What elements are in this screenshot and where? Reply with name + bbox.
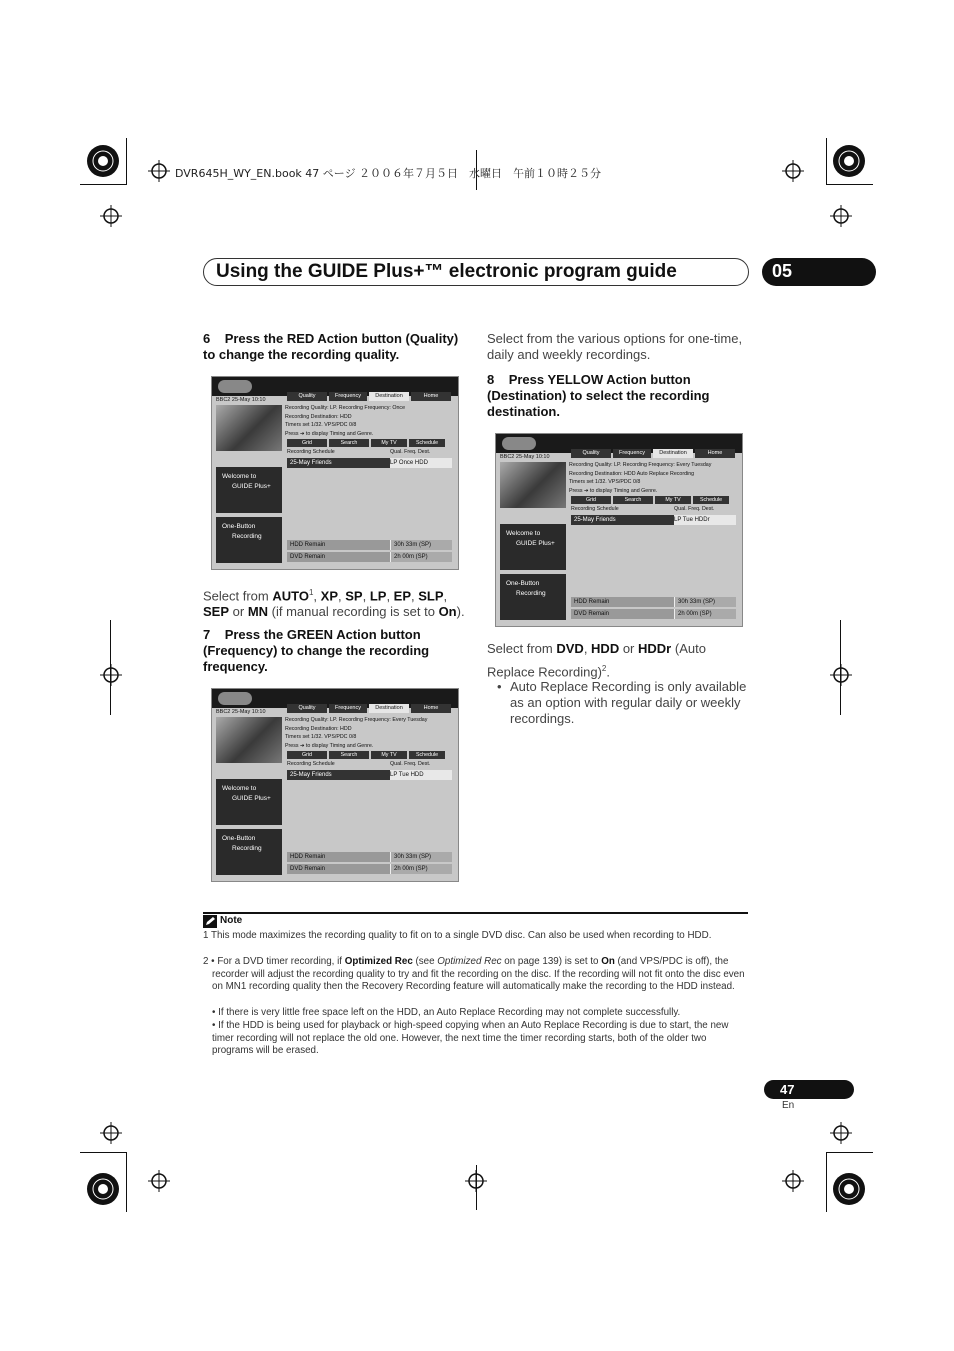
crop-mark: [80, 1152, 127, 1153]
tab-home[interactable]: Home: [411, 704, 451, 713]
crosshair-icon: [830, 205, 852, 227]
channel-info: BBC2 25-May 10:10: [216, 709, 266, 715]
crop-mark: [826, 1152, 827, 1212]
step-number: 8: [487, 372, 495, 387]
step-text: Press the RED Action button (Quality) to change the recording quality.: [203, 331, 459, 362]
welcome-box: Welcome to GUIDE Plus+: [216, 467, 282, 513]
crosshair-icon: [782, 1170, 804, 1192]
guide-screen-destination: [495, 433, 743, 627]
schedule-header: Recording Schedule Qual. Freq. Dest.: [287, 761, 431, 767]
step-8: [487, 372, 732, 420]
tab-home[interactable]: Home: [695, 449, 735, 458]
registration-target-icon: [832, 1172, 866, 1206]
dvd-remain-bar: DVD Remain 2h 00m (SP): [571, 609, 736, 619]
tab-schedule[interactable]: Schedule: [409, 751, 445, 759]
guide-plus-logo: [218, 692, 252, 705]
crosshair-icon: [100, 664, 122, 686]
print-header: DVR645H_WY_EN.book 47 ページ ２００６年７月５日 水曜日 午前１０時２５分: [175, 167, 602, 180]
step-number: 6: [203, 331, 211, 346]
note-title: Note: [220, 915, 243, 926]
screen-left-panel: [216, 709, 284, 881]
crop-mark: [126, 138, 127, 185]
crosshair-icon: [100, 205, 122, 227]
crop-mark: [126, 1152, 127, 1212]
note-divider: [203, 912, 748, 914]
step-6: [203, 331, 468, 363]
tab-quality[interactable]: Quality: [287, 392, 327, 401]
note-2c: • If the HDD is being used for playback or high-speed copying when an Auto Replace Recording is due to start, the new timer recording will not replace the old one. However, the next time the timer recording starts, both of the older two programs will be erased.: [212, 1020, 729, 1057]
step-text: Press YELLOW Action button (Destination) to select the recording destination.: [487, 372, 710, 419]
tab-destination[interactable]: Destination: [369, 392, 409, 401]
dvd-remain-bar: DVD Remain 2h 00m (SP): [287, 864, 452, 874]
page-title: Using the GUIDE Plus+™ electronic program guide: [216, 261, 677, 282]
hdd-remain-bar: HDD Remain 30h 33m (SP): [287, 852, 452, 862]
tab-search[interactable]: Search: [613, 496, 653, 504]
guide-screen-quality: [211, 376, 459, 570]
one-button-box: One-Button Recording: [216, 517, 282, 563]
one-button-box: One-Button Recording: [500, 574, 566, 620]
schedule-row[interactable]: 25-May Friends LP Tue HDDr: [571, 515, 736, 525]
welcome-box: Welcome to GUIDE Plus+: [500, 524, 566, 570]
tab-schedule[interactable]: Schedule: [409, 439, 445, 447]
frequency-intro: Select from the various options for one-time, daily and weekly recordings.: [487, 331, 743, 362]
page-title-bar: [203, 258, 749, 286]
preview-image: [216, 717, 282, 763]
guide-plus-logo: [218, 380, 252, 393]
tab-my-tv[interactable]: My TV: [655, 496, 691, 504]
page-number-badge: [764, 1080, 854, 1099]
tab-frequency[interactable]: Frequency: [329, 392, 367, 401]
tab-quality[interactable]: Quality: [287, 704, 327, 713]
screen-left-panel: [216, 397, 284, 569]
note-1: 1 This mode maximizes the recording quality to fit on to a single DVD disc. Can also be used when recording to HDD.: [203, 930, 712, 941]
chapter-badge: [762, 258, 876, 286]
crosshair-icon: [782, 160, 804, 182]
registration-target-icon: [86, 144, 120, 178]
tab-grid[interactable]: Grid: [571, 496, 611, 504]
crop-mark: [826, 138, 827, 185]
bullet-icon: •: [497, 679, 502, 694]
tab-destination[interactable]: Destination: [653, 449, 693, 458]
hdd-remain-bar: HDD Remain 30h 33m (SP): [571, 597, 736, 607]
hdd-remain-bar: HDD Remain 30h 33m (SP): [287, 540, 452, 550]
crosshair-icon: [465, 1170, 487, 1192]
recording-info: Recording Quality: LP. Recording Frequency: Every Tuesday Recording Destination: HDD Timers set 1/32. VPS/PDC 0/8 Press ➔ to display Timing and Genre.: [285, 717, 428, 750]
recording-info: Recording Quality: LP. Recording Frequency: Every Tuesday Recording Destination: HDD Auto Replace Recording Timers set 1/32. VPS/PDC 0/8 Press ➔ to display Timing and Genre.: [569, 462, 712, 495]
dvd-remain-bar: DVD Remain 2h 00m (SP): [287, 552, 452, 562]
step-number: 7: [203, 627, 211, 642]
chapter-number: 05: [772, 261, 793, 281]
quality-options: Select from AUTO$^1$, XP, SP, LP, EP, SLP, SEP or MN (if manual recording is set to On).: [203, 588, 465, 620]
crop-mark: [826, 1152, 873, 1153]
schedule-row[interactable]: 25-May Friends LP Tue HDD: [287, 770, 452, 780]
crosshair-icon: [830, 1122, 852, 1144]
tab-frequency[interactable]: Frequency: [329, 704, 367, 713]
screen-left-panel: [500, 454, 568, 626]
recording-info: Recording Quality: LP. Recording Frequency: Once Recording Destination: HDD Timers set 1/32. VPS/PDC 0/8 Press ➔ to display Timing and Genre.: [285, 405, 406, 438]
crosshair-icon: [830, 664, 852, 686]
registration-target-icon: [832, 144, 866, 178]
tab-home[interactable]: Home: [411, 392, 451, 401]
tab-quality[interactable]: Quality: [571, 449, 611, 458]
tab-grid[interactable]: Grid: [287, 751, 327, 759]
crosshair-icon: [148, 1170, 170, 1192]
tab-search[interactable]: Search: [329, 439, 369, 447]
language-label: En: [782, 1100, 795, 1111]
channel-info: BBC2 25-May 10:10: [500, 454, 550, 460]
step-text: Press the GREEN Action button (Frequency) to change the recording frequency.: [203, 627, 430, 674]
schedule-row[interactable]: 25-May Friends LP Once HDD: [287, 458, 452, 468]
tab-grid[interactable]: Grid: [287, 439, 327, 447]
one-button-box: One-Button Recording: [216, 829, 282, 875]
schedule-header: Recording Schedule Qual. Freq. Dest.: [571, 506, 715, 512]
schedule-header: Recording Schedule Qual. Freq. Dest.: [287, 449, 431, 455]
note-2b: • If there is very little free space left on the HDD, an Auto Replace Recording may not complete successfully.: [212, 1007, 681, 1018]
crop-mark: [80, 184, 127, 185]
step-7: [203, 627, 463, 675]
registration-target-icon: [86, 1172, 120, 1206]
tab-destination[interactable]: Destination: [369, 704, 409, 713]
tab-search[interactable]: Search: [329, 751, 369, 759]
bullet-item: • Auto Replace Recording is only available as an option with regular daily or weekly recordings.: [497, 679, 747, 726]
crop-mark: [826, 184, 873, 185]
preview-image: [216, 405, 282, 451]
note-pencil-icon: [203, 915, 217, 928]
tab-my-tv[interactable]: My TV: [371, 751, 407, 759]
welcome-box: Welcome to GUIDE Plus+: [216, 779, 282, 825]
preview-image: [500, 462, 566, 508]
page-number: 47: [780, 1082, 795, 1097]
guide-screen-frequency: [211, 688, 459, 882]
tab-schedule[interactable]: Schedule: [693, 496, 729, 504]
crosshair-icon: [148, 160, 170, 182]
tab-my-tv[interactable]: My TV: [371, 439, 407, 447]
tab-frequency[interactable]: Frequency: [613, 449, 651, 458]
guide-plus-logo: [502, 437, 536, 450]
note-2a: 2 • For a DVD timer recording, if Optimized Rec (see Optimized Rec on page 139) is set to On (and VPS/PDC is off), the recorder will adjust the recording quality to try and fit the recording on the disc. If the recording will not fit onto the disc even on MN1 recording quality then the Recovery Recording feature will automatically make the recording to the HDD instead.: [203, 956, 745, 993]
crosshair-icon: [100, 1122, 122, 1144]
channel-info: BBC2 25-May 10:10: [216, 397, 266, 403]
destination-options: Select from DVD, HDD or HDDr (Auto Replace Recording)$^2$.: [487, 641, 706, 680]
